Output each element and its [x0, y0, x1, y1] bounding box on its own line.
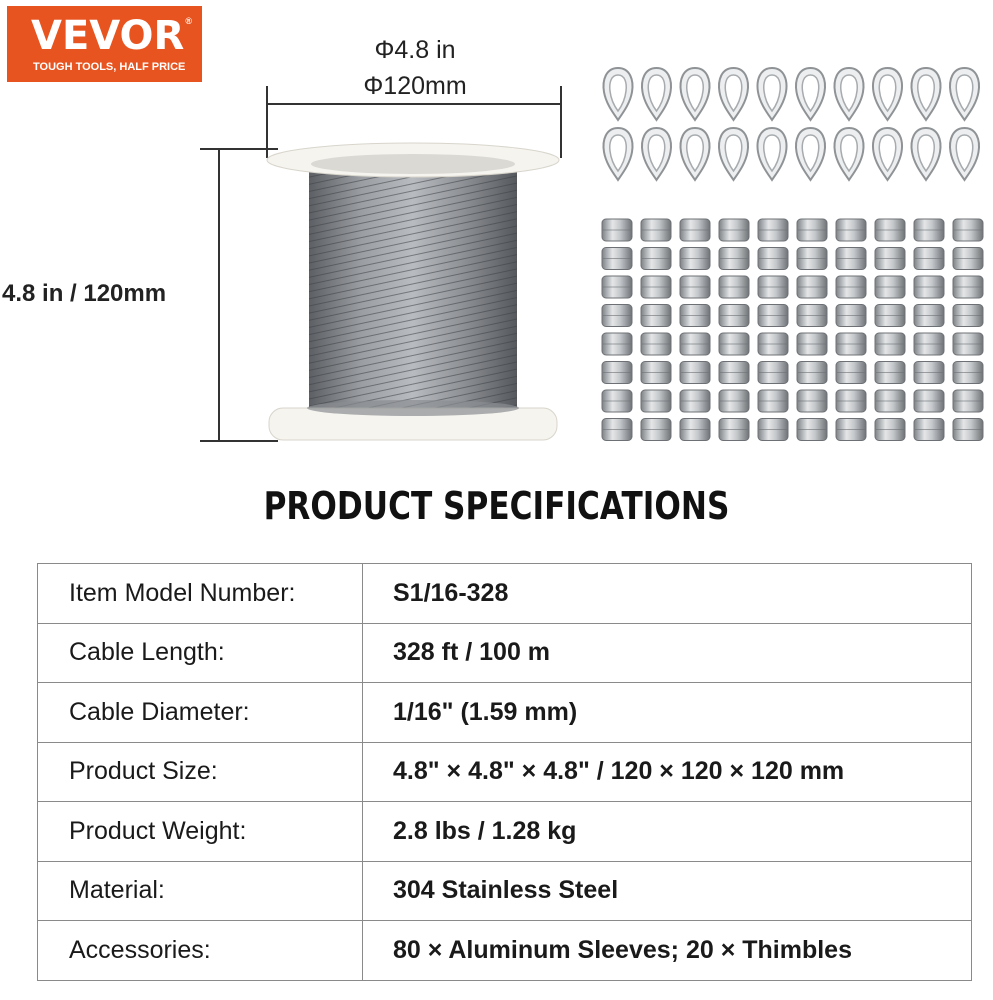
spec-label: Material:	[38, 861, 363, 921]
aluminum-sleeve	[680, 219, 710, 241]
aluminum-sleeve	[914, 390, 944, 412]
aluminum-sleeve	[875, 419, 905, 441]
aluminum-sleeve	[719, 333, 749, 355]
aluminum-sleeve	[602, 333, 632, 355]
aluminum-sleeve	[875, 276, 905, 298]
spec-value: S1/16-328	[363, 564, 972, 624]
aluminum-sleeve	[797, 276, 827, 298]
aluminum-sleeve	[641, 390, 671, 412]
thimble	[950, 68, 979, 120]
aluminum-sleeve	[953, 276, 983, 298]
aluminum-sleeve	[914, 305, 944, 327]
aluminum-sleeve	[797, 390, 827, 412]
aluminum-sleeve	[953, 248, 983, 270]
aluminum-sleeve	[836, 248, 866, 270]
aluminum-sleeve	[680, 248, 710, 270]
aluminum-sleeve	[953, 219, 983, 241]
aluminum-sleeve	[602, 362, 632, 384]
spec-row	[38, 861, 972, 921]
spec-value: 2.8 lbs / 1.28 kg	[363, 802, 972, 862]
thimble	[642, 128, 671, 180]
aluminum-sleeve	[758, 248, 788, 270]
spec-row	[38, 921, 972, 981]
height-dimension-line	[218, 148, 220, 442]
aluminum-sleeve	[602, 276, 632, 298]
aluminum-sleeve	[797, 305, 827, 327]
aluminum-sleeve	[602, 219, 632, 241]
aluminum-sleeve	[641, 333, 671, 355]
aluminum-sleeve	[797, 219, 827, 241]
diameter-inch-label: Φ4.8 in	[374, 36, 456, 64]
spec-row	[38, 802, 972, 862]
aluminum-sleeve	[641, 248, 671, 270]
thimble	[604, 128, 633, 180]
aluminum-sleeve	[836, 419, 866, 441]
aluminum-sleeve	[602, 390, 632, 412]
aluminum-sleeve	[758, 390, 788, 412]
spec-label: Cable Diameter:	[38, 683, 363, 743]
brand-tagline: TOUGH TOOLS, HALF PRICE	[33, 61, 186, 73]
thimble	[758, 128, 787, 180]
aluminum-sleeve	[758, 219, 788, 241]
aluminum-sleeve	[953, 419, 983, 441]
aluminum-sleeve	[641, 362, 671, 384]
aluminum-sleeve	[758, 305, 788, 327]
aluminum-sleeve	[875, 248, 905, 270]
cable-spool-image	[265, 140, 561, 450]
aluminum-sleeve	[680, 419, 710, 441]
aluminum-sleeve	[875, 390, 905, 412]
specs-table	[37, 563, 972, 981]
aluminum-sleeve	[797, 419, 827, 441]
spec-row	[38, 623, 972, 683]
aluminum-sleeve	[953, 333, 983, 355]
aluminum-sleeve	[641, 419, 671, 441]
aluminum-sleeve	[953, 390, 983, 412]
width-dimension-line	[266, 103, 562, 105]
brand-name: VEVOR	[31, 13, 185, 59]
aluminum-sleeve	[758, 276, 788, 298]
aluminum-sleeve	[836, 333, 866, 355]
spec-row	[38, 683, 972, 743]
spec-label: Cable Length:	[38, 623, 363, 683]
aluminum-sleeve	[719, 419, 749, 441]
aluminum-sleeve	[914, 219, 944, 241]
thimble	[758, 68, 787, 120]
aluminum-sleeve	[836, 305, 866, 327]
aluminum-sleeve	[875, 305, 905, 327]
diameter-mm-label: Φ120mm	[363, 72, 467, 100]
thimble	[912, 128, 941, 180]
aluminum-sleeve	[836, 362, 866, 384]
aluminum-sleeve	[641, 305, 671, 327]
thimble	[873, 128, 902, 180]
spec-row	[38, 564, 972, 624]
aluminum-sleeve	[602, 248, 632, 270]
registered-mark: ®	[185, 16, 192, 26]
aluminum-sleeve	[680, 305, 710, 327]
aluminum-sleeve	[914, 248, 944, 270]
thimble	[835, 128, 864, 180]
aluminum-sleeve	[836, 276, 866, 298]
aluminum-sleeve	[680, 333, 710, 355]
aluminum-sleeve	[641, 219, 671, 241]
spec-value: 328 ft / 100 m	[363, 623, 972, 683]
aluminum-sleeve	[797, 333, 827, 355]
aluminum-sleeve	[719, 276, 749, 298]
thimble	[796, 128, 825, 180]
aluminum-sleeve	[836, 390, 866, 412]
thimble	[719, 68, 748, 120]
aluminum-sleeve	[680, 390, 710, 412]
thimble	[796, 68, 825, 120]
aluminum-sleeve	[602, 305, 632, 327]
thimbles-image	[600, 64, 985, 189]
aluminum-sleeve	[914, 276, 944, 298]
aluminum-sleeve	[719, 219, 749, 241]
aluminum-sleeve	[602, 419, 632, 441]
spec-row	[38, 742, 972, 802]
aluminum-sleeve	[797, 362, 827, 384]
spec-value: 4.8" × 4.8" × 4.8" / 120 × 120 × 120 mm	[363, 742, 972, 802]
thimble	[912, 68, 941, 120]
aluminum-sleeves-image	[600, 218, 990, 446]
aluminum-sleeve	[641, 276, 671, 298]
height-label: 4.8 in / 120mm	[2, 280, 167, 307]
aluminum-sleeve	[953, 305, 983, 327]
thimble	[950, 128, 979, 180]
thimble	[719, 128, 748, 180]
spec-value: 80 × Aluminum Sleeves; 20 × Thimbles	[363, 921, 972, 981]
aluminum-sleeve	[719, 362, 749, 384]
aluminum-sleeve	[719, 390, 749, 412]
aluminum-sleeve	[875, 333, 905, 355]
aluminum-sleeve	[836, 219, 866, 241]
thimble	[873, 68, 902, 120]
spec-value: 304 Stainless Steel	[363, 861, 972, 921]
aluminum-sleeve	[719, 305, 749, 327]
aluminum-sleeve	[914, 333, 944, 355]
aluminum-sleeve	[914, 362, 944, 384]
thimble	[835, 68, 864, 120]
thimble	[681, 128, 710, 180]
aluminum-sleeve	[719, 248, 749, 270]
aluminum-sleeve	[797, 248, 827, 270]
aluminum-sleeve	[875, 219, 905, 241]
aluminum-sleeve	[758, 419, 788, 441]
thimble	[642, 68, 671, 120]
spec-label: Item Model Number:	[38, 564, 363, 624]
aluminum-sleeve	[953, 362, 983, 384]
spec-label: Accessories:	[38, 921, 363, 981]
aluminum-sleeve	[758, 333, 788, 355]
aluminum-sleeve	[875, 362, 905, 384]
thimble	[604, 68, 633, 120]
aluminum-sleeve	[758, 362, 788, 384]
aluminum-sleeve	[680, 276, 710, 298]
aluminum-sleeve	[680, 362, 710, 384]
spec-label: Product Size:	[38, 742, 363, 802]
spec-value: 1/16" (1.59 mm)	[363, 683, 972, 743]
spec-label: Product Weight:	[38, 802, 363, 862]
aluminum-sleeve	[914, 419, 944, 441]
brand-logo	[7, 6, 202, 82]
thimble	[681, 68, 710, 120]
specs-heading: PRODUCT SPECIFICATIONS	[263, 484, 730, 528]
